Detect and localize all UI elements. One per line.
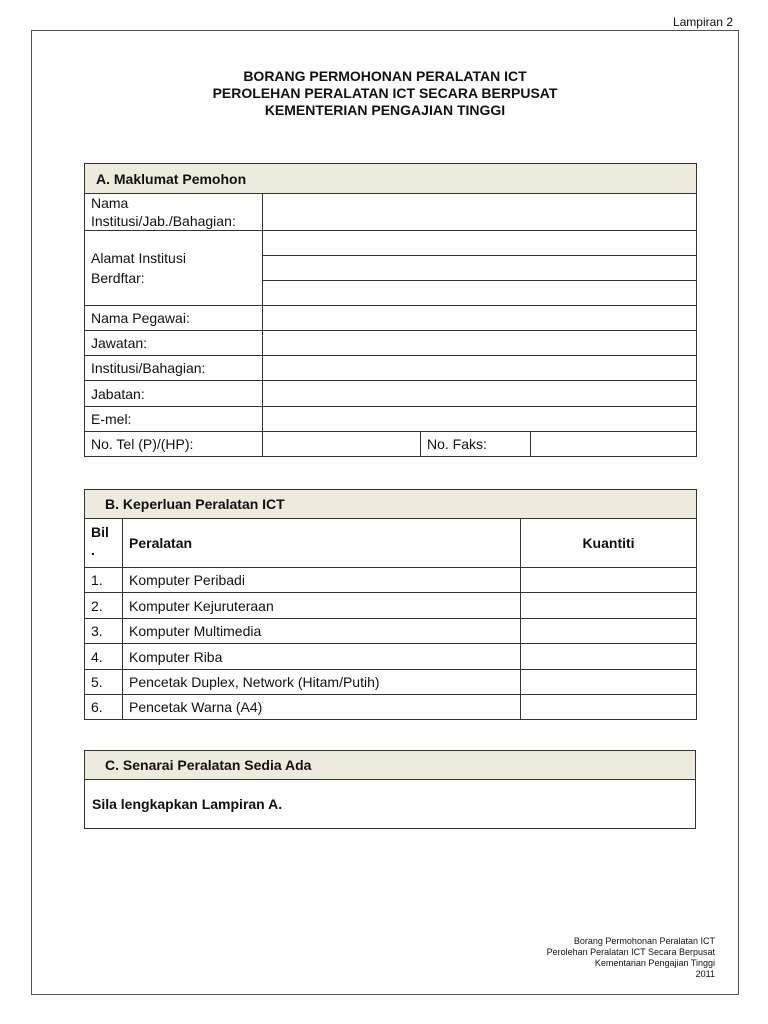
row-bil: 1.	[85, 568, 123, 593]
alamat-field-line-1[interactable]	[263, 231, 697, 256]
table-row	[85, 695, 697, 720]
col-peralatan-header: Peralatan	[123, 519, 521, 568]
row-item: Komputer Kejuruteraan	[123, 593, 521, 619]
row-bil: 6.	[85, 695, 123, 720]
alamat-field-line-2[interactable]	[263, 256, 697, 281]
alamat-label-line2: Berdftar:	[91, 270, 145, 286]
alamat-label	[85, 231, 263, 306]
footer-line-3: Kementarian Pengajian Tinggi	[594, 958, 715, 968]
section-c-note: Sila lengkapkan Lampiran A.	[85, 780, 696, 829]
section-c-heading: C. Senarai Peralatan Sedia Ada	[85, 751, 696, 780]
nama-pegawai-field[interactable]	[263, 306, 697, 331]
no-tel-field[interactable]	[263, 432, 421, 457]
title-line-2: PEROLEHAN PERALATAN ICT SECARA BERPUSAT	[212, 85, 558, 101]
row-item: Komputer Multimedia	[123, 619, 521, 644]
no-tel-label: No. Tel (P)/(HP):	[85, 432, 263, 457]
footer-line-1: Borang Permohonan Peralatan ICT	[573, 936, 715, 946]
col-kuantiti-header: Kuantiti	[521, 519, 697, 568]
row-bil: 4.	[85, 644, 123, 670]
nama-institusi-label-line2: Institusi/Jab./Bahagian:	[91, 213, 236, 229]
row-kuantiti-field[interactable]	[521, 593, 697, 619]
footer-line-4: 2011	[695, 969, 715, 979]
form-title	[31, 68, 739, 119]
section-c-table	[84, 750, 696, 829]
alamat-field-line-3[interactable]	[263, 281, 697, 306]
nama-institusi-field[interactable]	[263, 194, 697, 231]
table-row	[85, 593, 697, 619]
alamat-label-line1: Alamat Institusi	[91, 250, 186, 266]
section-a-heading: A. Maklumat Pemohon	[85, 164, 697, 194]
section-a-table	[84, 163, 697, 457]
row-bil: 3.	[85, 619, 123, 644]
institusi-bahagian-label: Institusi/Bahagian:	[85, 356, 263, 381]
table-row	[85, 644, 697, 670]
nama-institusi-label	[85, 194, 263, 231]
section-b-table	[84, 489, 697, 720]
row-kuantiti-field[interactable]	[521, 619, 697, 644]
row-item: Komputer Peribadi	[123, 568, 521, 593]
footer-info	[547, 936, 715, 980]
nama-institusi-label-line1: Nama	[91, 195, 129, 211]
table-row	[85, 670, 697, 695]
no-faks-label: No. Faks:	[421, 432, 531, 457]
row-kuantiti-field[interactable]	[521, 568, 697, 593]
no-faks-field[interactable]	[531, 432, 697, 457]
email-field[interactable]	[263, 407, 697, 432]
section-b-heading: B. Keperluan Peralatan ICT	[85, 490, 697, 519]
title-line-1: BORANG PERMOHONAN PERALATAN ICT	[243, 68, 527, 84]
col-bil-line2: .	[91, 542, 95, 558]
row-bil: 5.	[85, 670, 123, 695]
row-item: Komputer Riba	[123, 644, 521, 670]
table-row	[85, 568, 697, 593]
row-item: Pencetak Warna (A4)	[123, 695, 521, 720]
row-kuantiti-field[interactable]	[521, 695, 697, 720]
row-kuantiti-field[interactable]	[521, 670, 697, 695]
institusi-bahagian-field[interactable]	[263, 356, 697, 381]
jawatan-field[interactable]	[263, 331, 697, 356]
jabatan-label: Jabatan:	[85, 381, 263, 407]
jawatan-label: Jawatan:	[85, 331, 263, 356]
title-line-3: KEMENTERIAN PENGAJIAN TINGGI	[264, 102, 506, 118]
lampiran-label: Lampiran 2	[672, 15, 733, 29]
nama-pegawai-label: Nama Pegawai:	[85, 306, 263, 331]
footer-line-2: Perolehan Peralatan ICT Secara Berpusat	[546, 947, 715, 957]
row-item: Pencetak Duplex, Network (Hitam/Putih)	[123, 670, 521, 695]
email-label: E-mel:	[85, 407, 263, 432]
row-kuantiti-field[interactable]	[521, 644, 697, 670]
col-bil-line1: Bil	[91, 524, 109, 540]
table-row	[85, 619, 697, 644]
col-bil-header	[85, 519, 123, 568]
jabatan-field[interactable]	[263, 381, 697, 407]
row-bil: 2.	[85, 593, 123, 619]
